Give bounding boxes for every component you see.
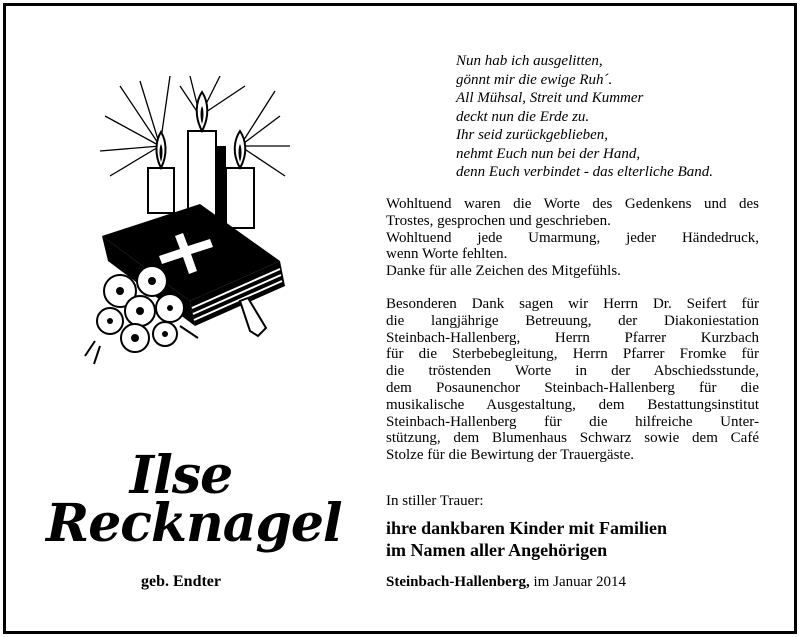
paragraph-line: wenn Worte fehlten. xyxy=(386,246,508,263)
mourning-intro: In stiller Trauer: xyxy=(386,493,484,509)
poem-line: nehmt Euch nun bei der Hand, xyxy=(456,145,641,162)
paragraph-line: dem Posaunenchor Steinbach-Hallenberg für die xyxy=(386,379,759,396)
paragraph-line: die langjährige Betreuung, der Diakoniestation xyxy=(386,312,759,329)
place: Steinbach-Hallenberg, xyxy=(386,574,530,590)
maiden-name: geb. Endter xyxy=(141,573,221,590)
thanks-paragraph xyxy=(386,196,759,280)
paragraph-line: Steinbach-Hallenberg, Herrn Pfarrer Kurzbach xyxy=(386,329,759,346)
paragraph-line: Trostes, gesprochen und geschrieben. xyxy=(386,212,611,229)
obituary-card xyxy=(3,3,797,634)
poem-line: Nun hab ich ausgelitten, xyxy=(456,53,603,69)
mourners xyxy=(386,517,667,561)
deceased-last-name: Recknagel xyxy=(46,493,342,554)
paragraph-line: Steinbach-Hallenberg für die hilfreiche Unter- xyxy=(386,413,759,430)
deceased-first-name: Ilse xyxy=(129,445,233,506)
poem-line: gönnt mir die ewige Ruh´. xyxy=(456,71,613,88)
paragraph-line: Wohltuend jede Umarmung, jeder Händedruck, xyxy=(386,229,759,246)
paragraph-line: Besonderen Dank sagen wir Herrn Dr. Seifert für xyxy=(386,296,759,312)
paragraph-line: musikalische Ausgestaltung, dem Bestattungsinstitut xyxy=(386,396,759,413)
date: im Januar 2014 xyxy=(533,574,626,590)
bible-candles-flowers-icon xyxy=(80,76,300,366)
paragraph-line: die tröstenden Worte in der Abschiedsstunde, xyxy=(386,363,759,380)
paragraph-line: Danke für alle Zeichen des Mitgefühls. xyxy=(386,263,621,280)
poem-line: deckt nun die Erde zu. xyxy=(456,108,590,125)
poem-line: Ihr seid zurückgeblieben, xyxy=(456,127,609,143)
paragraph-line: Stolze für die Bewirtung der Trauergäste. xyxy=(386,447,635,464)
paragraph-line: stützung, dem Blumenhaus Schwarz sowie dem Café xyxy=(386,430,759,447)
poem-line: denn Euch verbindet - das elterliche Band. xyxy=(456,164,714,180)
mourners-line: ihre dankbaren Kinder mit Familien xyxy=(386,518,668,538)
special-thanks-paragraph xyxy=(386,296,759,464)
place-and-date xyxy=(386,574,626,591)
poem-line: All Mühsal, Streit und Kummer xyxy=(456,90,644,106)
paragraph-line: für die Sterbebegleitung, Herrn Pfarrer Fromke für xyxy=(386,346,759,363)
paragraph-line: Wohltuend waren die Worte des Gedenkens und des xyxy=(386,196,759,212)
poem xyxy=(456,52,713,182)
mourners-line: im Namen aller Angehörigen xyxy=(386,540,608,560)
